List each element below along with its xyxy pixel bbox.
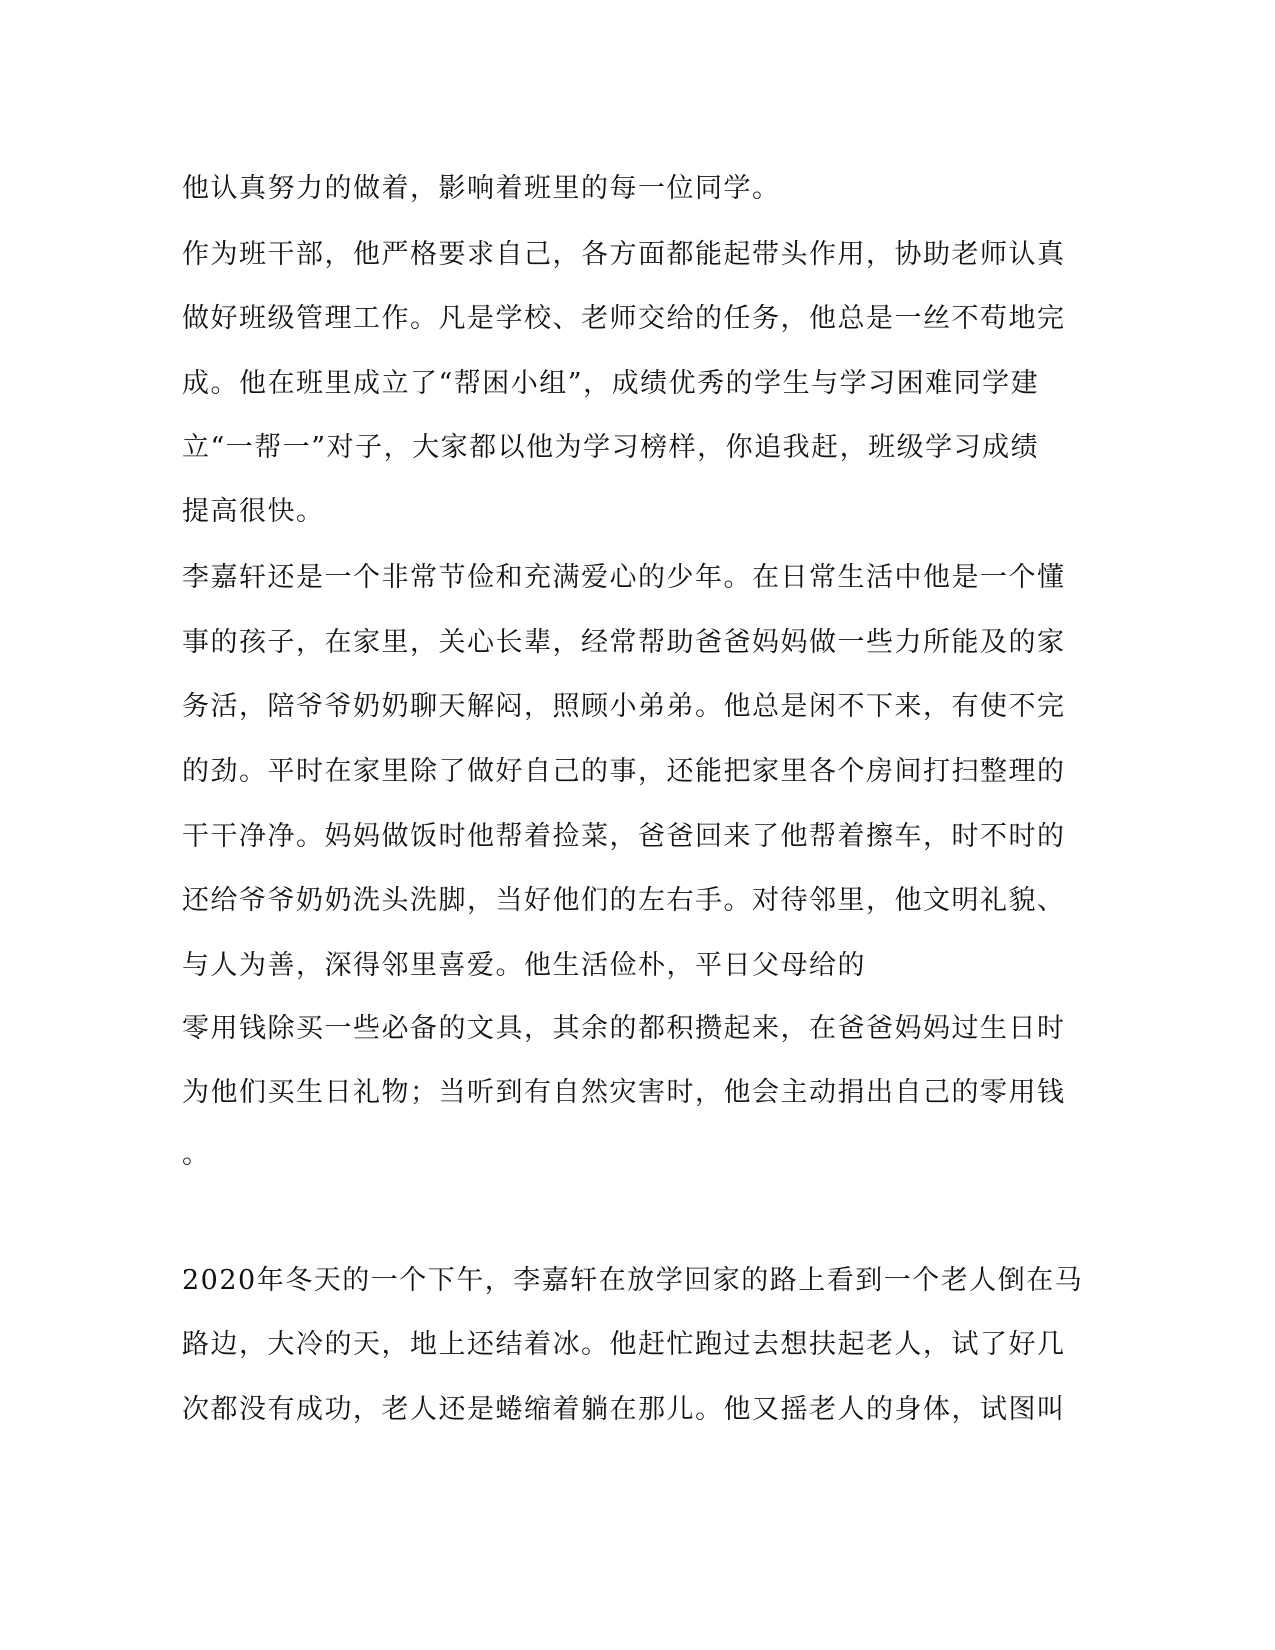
text-line: 作为班干部，他严格要求自己，各方面都能起带头作用，协助老师认真 <box>182 239 1066 270</box>
text-line: 零用钱除买一些必备的文具，其余的都积攒起来，在爸爸妈妈过生日时 <box>182 1013 1066 1044</box>
text-line: 务活，陪爷爷奶奶聊天解闷，照顾小弟弟。他总是闲不下来，有使不完 <box>182 691 1066 722</box>
text-line: 。 <box>182 1139 211 1170</box>
text-line: 路边，大冷的天，地上还结着冰。他赶忙跑过去想扶起老人，试了好几 <box>182 1329 1066 1360</box>
text-line: 成。他在班里成立了“帮困小组”，成绩优秀的学生与学习困难同学建 <box>182 368 1040 399</box>
text-line: 次都没有成功，老人还是蜷缩着躺在那儿。他又摇老人的身体，试图叫 <box>182 1394 1066 1425</box>
text-line: 还给爷爷奶奶洗头洗脚，当好他们的左右手。对待邻里，他文明礼貌、 <box>182 885 1066 916</box>
text-line: 事的孩子，在家里，关心长辈，经常帮助爸爸妈妈做一些力所能及的家 <box>182 627 1066 658</box>
text-line: 干干净净。妈妈做饭时他帮着捡菜，爸爸回来了他帮着擦车，时不时的 <box>182 821 1066 852</box>
text-line: 提高很快。 <box>182 496 325 527</box>
text-line: 与人为善，深得邻里喜爱。他生活俭朴，平日父母给的 <box>182 950 866 981</box>
text-line: 他认真努力的做着，影响着班里的每一位同学。 <box>182 173 781 204</box>
text-line: 的劲。平时在家里除了做好自己的事，还能把家里各个房间打扫整理的 <box>182 756 1066 787</box>
text-line: 2020年冬天的一个下午，李嘉轩在放学回家的路上看到一个老人倒在马 <box>182 1265 1084 1296</box>
text-line: 做好班级管理工作。凡是学校、老师交给的任务，他总是一丝不苟地完 <box>182 303 1066 334</box>
text-line: 李嘉轩还是一个非常节俭和充满爱心的少年。在日常生活中他是一个懂 <box>182 562 1066 593</box>
text-line: 立“一帮一”对子，大家都以他为学习榜样，你追我赶，班级学习成绩 <box>182 432 1040 463</box>
text-line: 为他们买生日礼物；当听到有自然灾害时，他会主动捐出自己的零用钱 <box>182 1077 1066 1108</box>
